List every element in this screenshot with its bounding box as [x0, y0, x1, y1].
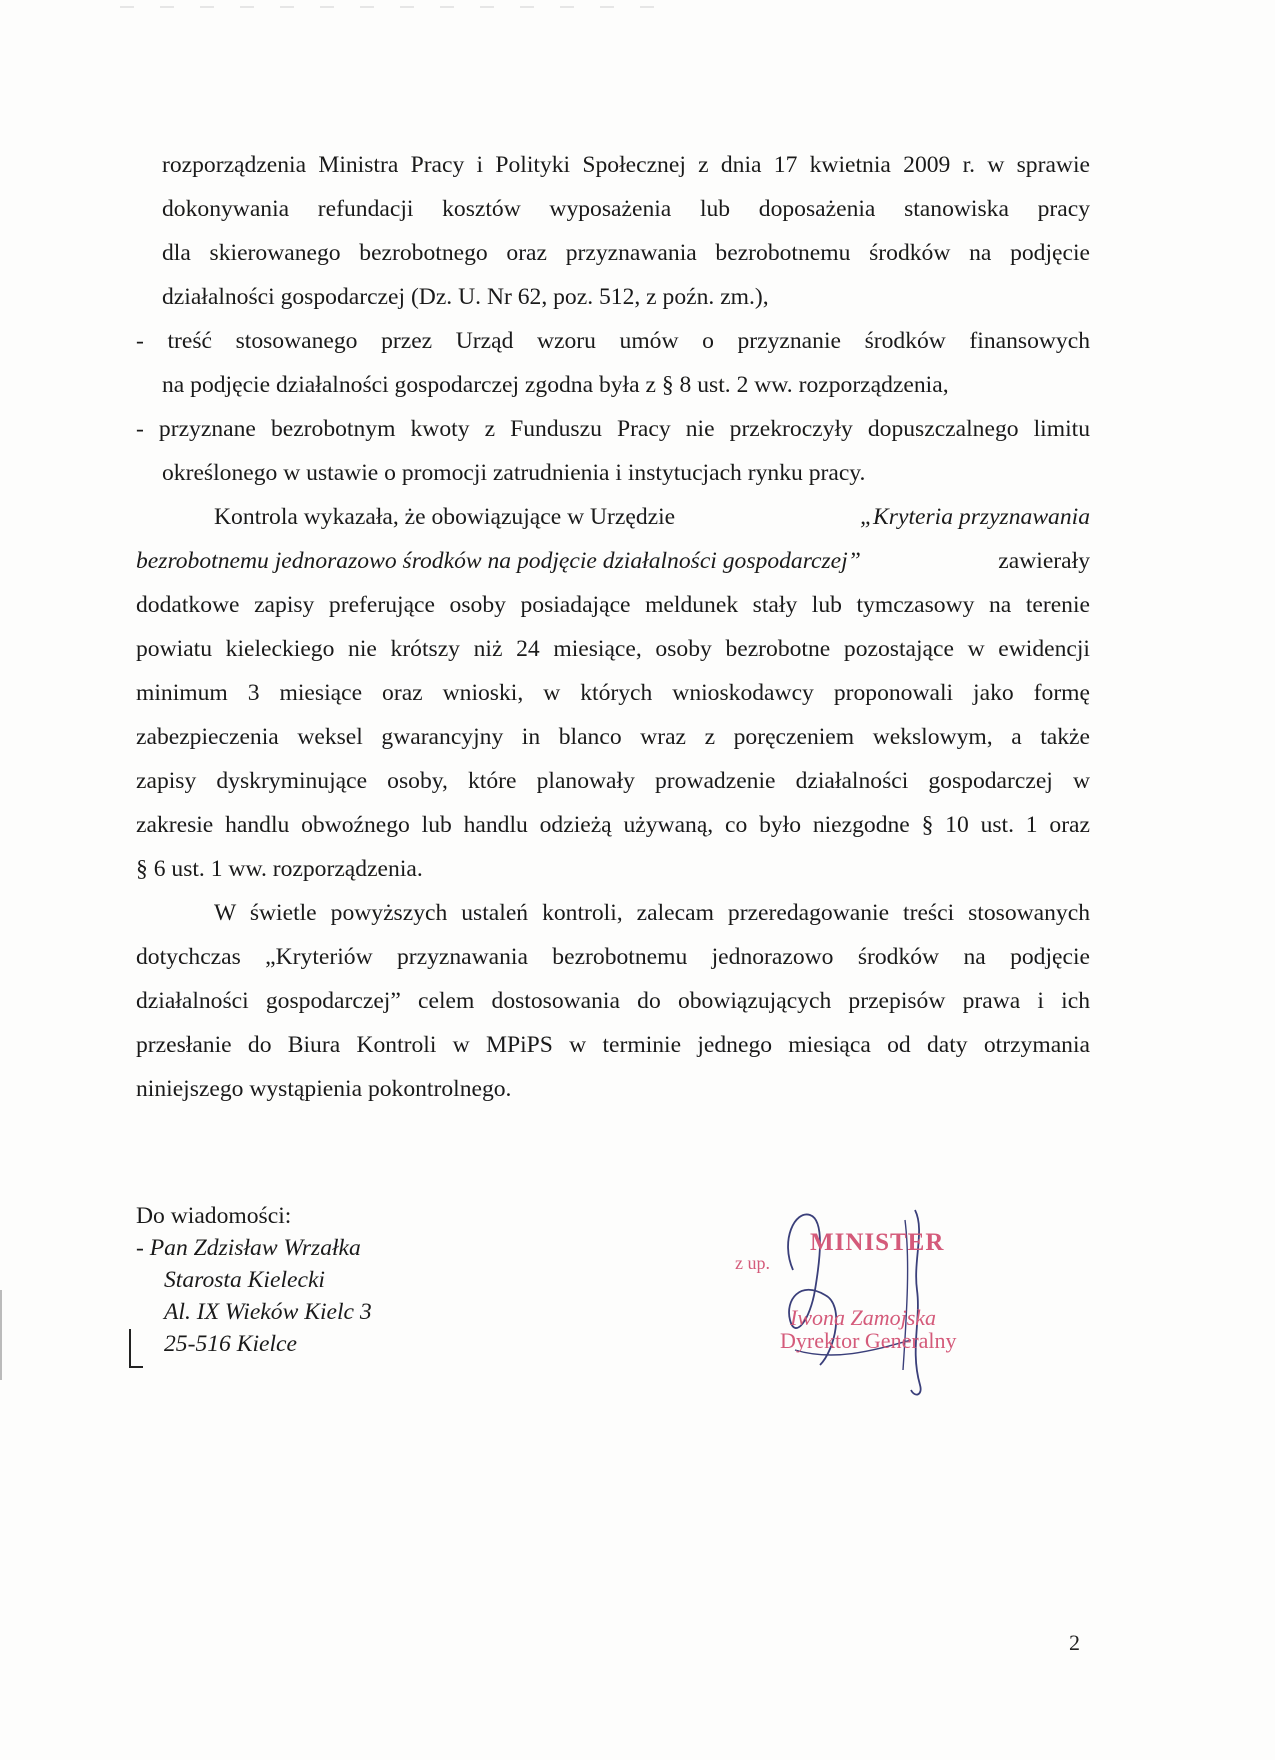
list-item: - przyznane bezrobotnym kwoty z Funduszu Pracy nie przekroczyły dopuszczalnego limitu	[136, 416, 1090, 442]
scan-artifact	[120, 6, 680, 8]
text-line: zabezpieczenia weksel gwarancyjny in blanco wraz z poręczeniem wekslowym, a także	[136, 724, 1090, 750]
text-line: niniejszego wystąpienia pokontrolnego.	[136, 1076, 512, 1102]
list-item: - treść stosowanego przez Urząd wzoru umów o przyznanie środków finansowych	[136, 328, 1090, 354]
text-line: dla skierowanego bezrobotnego oraz przyznawania bezrobotnemu środków na podjęcie	[162, 240, 1090, 266]
page-number: 2	[1069, 1630, 1080, 1655]
distribution-heading: Do wiadomości:	[136, 1203, 292, 1229]
distribution-street: Al. IX Wieków Kielc 3	[164, 1299, 372, 1325]
text-line: zapisy dyskryminujące osoby, które planowały prowadzenie działalności gospodarczej w	[136, 768, 1090, 794]
margin-bracket-mark	[129, 1329, 143, 1368]
text-line: rozporządzenia Ministra Pracy i Polityki Społecznej z dnia 17 kwietnia 2009 r. w sprawie	[162, 152, 1090, 178]
text-line: powiatu kieleckiego nie krótszy niż 24 miesiące, osoby bezrobotne pozostające w ewidencji	[136, 636, 1090, 662]
stamp-signatory-name: Iwona Zamojska	[790, 1305, 937, 1330]
distribution-list	[136, 1200, 372, 1360]
scan-edge-mark	[0, 1290, 2, 1380]
text-line: minimum 3 miesiące oraz wnioski, w których wnioskodawcy proponowali jako formę	[136, 680, 1090, 706]
text-line: dodatkowe zapisy preferujące osoby posiadające meldunek stały lub tymczasowy na terenie	[136, 592, 1090, 618]
text-line: zakresie handlu obwoźnego lub handlu odzieżą używaną, co było niezgodne § 10 ust. 1 oraz	[136, 812, 1090, 838]
text-line: na podjęcie działalności gospodarczej zgodna była z § 8 ust. 2 ww. rozporządzenia,	[162, 372, 949, 398]
text-line: przesłanie do Biura Kontroli w MPiPS w terminie jednego miesiąca od daty otrzymania	[136, 1032, 1090, 1058]
text-line: działalności gospodarczej” celem dostosowania do obowiązujących przepisów prawa i ich	[136, 988, 1090, 1014]
quoted-title: „Kryteria przyznawania	[859, 504, 1090, 530]
official-stamp	[735, 1200, 1025, 1400]
text-line: § 6 ust. 1 ww. rozporządzenia.	[136, 856, 423, 882]
stamp-authorization: z up.	[735, 1253, 770, 1273]
text-line: W świetle powyższych ustaleń kontroli, zalecam przeredagowanie treści stosowanych	[214, 900, 1090, 926]
paragraph-line	[136, 550, 1090, 574]
text-line: dotychczas „Kryteriów przyznawania bezrobotnemu jednorazowo środków na podjęcie	[136, 944, 1090, 970]
text-line: dokonywania refundacji kosztów wyposażenia lub doposażenia stanowiska pracy	[162, 196, 1090, 222]
distribution-title: Starosta Kielecki	[164, 1267, 325, 1293]
distribution-recipient: - Pan Zdzisław Wrzałka	[136, 1235, 361, 1261]
text-line: działalności gospodarczej (Dz. U. Nr 62, poz. 512, z poźn. zm.),	[162, 284, 769, 310]
stamp-signatory-role: Dyrektor Generalny	[780, 1328, 957, 1353]
paragraph-line	[214, 506, 1090, 530]
text-span: zawierały	[998, 548, 1090, 574]
stamp-title: MINISTER	[810, 1229, 945, 1256]
quoted-title: bezrobotnemu jednorazowo środków na podjęcie działalności gospodarczej”	[136, 548, 861, 574]
text-line: określonego w ustawie o promocji zatrudnienia i instytucjach rynku pracy.	[162, 460, 866, 486]
text-span: Kontrola wykazała, że obowiązujące w Urzędzie	[214, 504, 676, 530]
distribution-city: 25-516 Kielce	[164, 1331, 298, 1357]
